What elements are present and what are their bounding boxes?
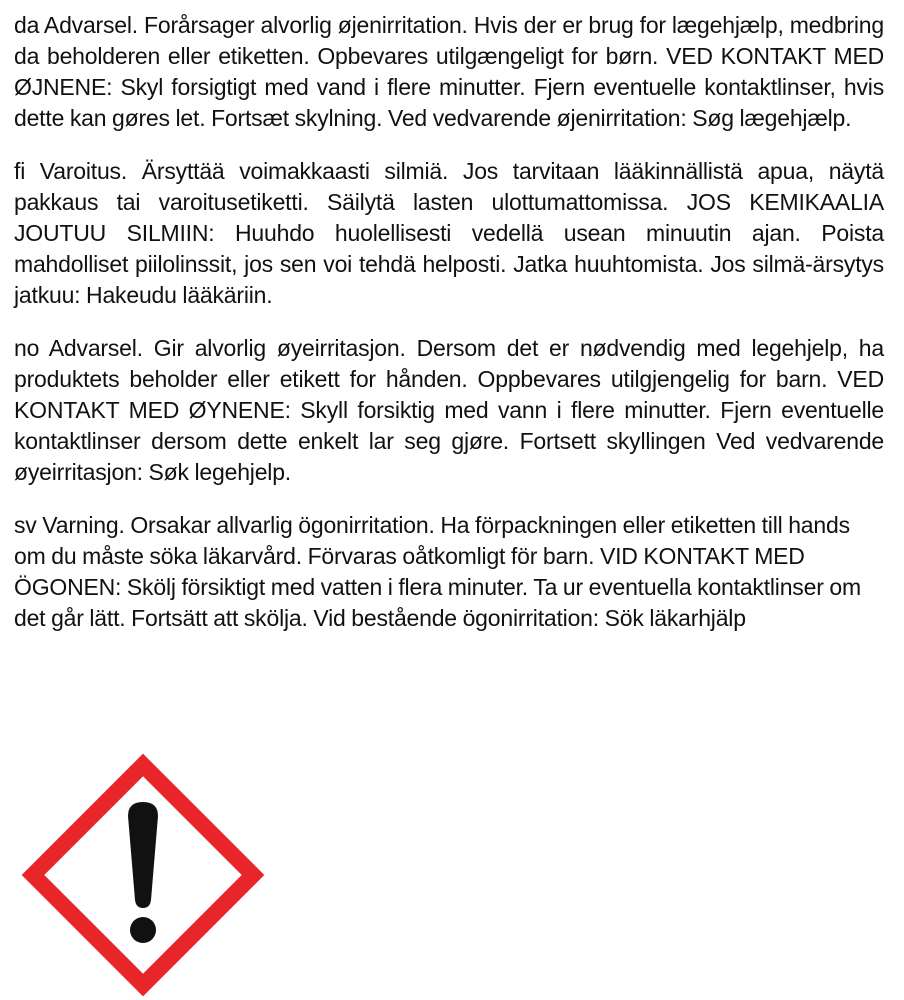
exclamation-dot <box>130 917 156 943</box>
paragraph-no: no Advarsel. Gir alvorlig øyeirritasjon. Dersom det er nødvendig med legehjelp, ha produktets beholder eller etikett for hånden. Oppbevares utilgjengelig for barn. VED KONTAKT MED ØYNENE: Skyll forsiktig med vann i flere minutter. Fjern eventuelle kontaktlinser dersom dette enkelt lar seg gjøre. Fortsett skyllingen Ved vedvarende øyeirritasjon: Søk legehjelp. <box>14 335 884 485</box>
paragraph-sv: sv Varning. Orsakar allvarlig ögonirritation. Ha förpackningen eller etiketten till hands om du måste söka läkarvård. Förvaras oåtkomligt för barn. VID KONTAKT MED ÖGONEN: Skölj försiktigt med vatten i flera minuter. Ta ur eventuella kontaktlinser om det går lätt. Fortsätt att skölja. Vid bestående ögonirritation: Sök läkarhjälp <box>14 512 861 631</box>
ghs-exclamation-mark-icon <box>18 750 268 1000</box>
hazard-statements <box>14 10 884 656</box>
paragraph-fi: fi Varoitus. Ärsyttää voimakkaasti silmiä. Jos tarvitaan lääkinnällistä apua, näytä pakkaus tai varoitusetiketti. Säilytä lasten ulottumattomissa. JOS KEMIKAALIA JOUTUU SILMIIN: Huuhdo huolellisesti vedellä usean minuutin ajan. Poista mahdolliset piilolinssit, jos sen voi tehdä helposti. Jatka huuhtomista. Jos silmä-ärsytys jatkuu: Hakeudu lääkäriin. <box>14 158 884 308</box>
paragraph-da: da Advarsel. Forårsager alvorlig øjenirritation. Hvis der er brug for lægehjælp, medbring da beholderen eller etiketten. Opbevares utilgængeligt for børn. VED KONTAKT MED ØJNENE: Skyl forsigtigt med vand i flere minutter. Fjern eventuelle kontaktlinser, hvis dette kan gøres let. Fortsæt skylning. Ved vedvarende øjenirritation: Søg lægehjælp. <box>14 12 884 131</box>
